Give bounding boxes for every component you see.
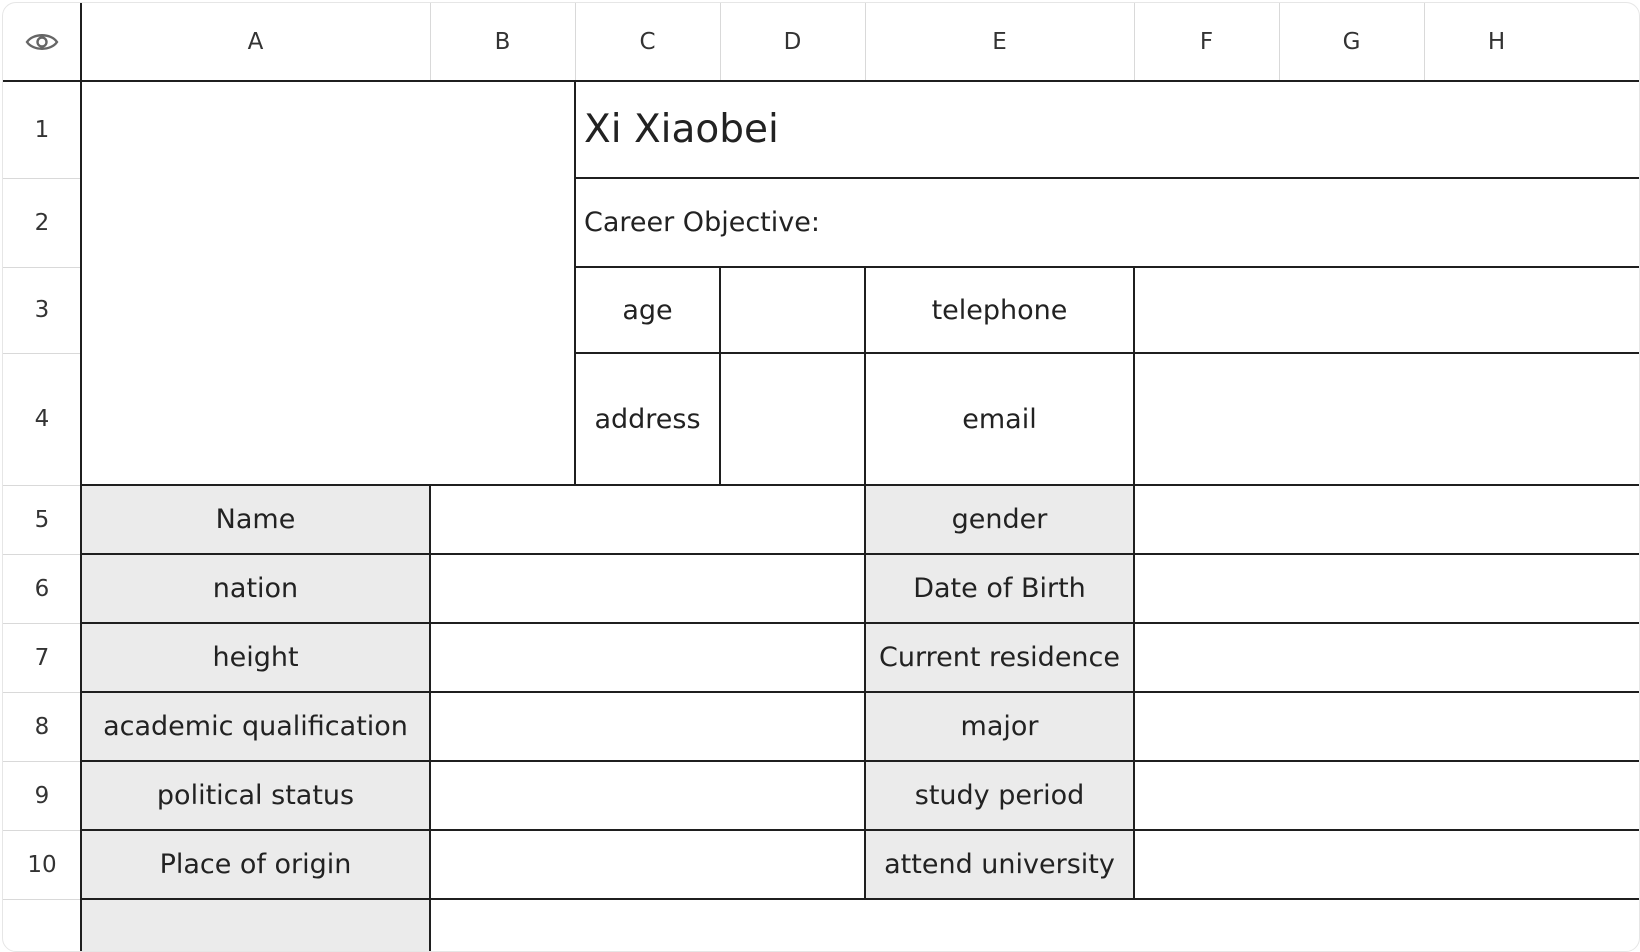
date-of-birth-label-cell[interactable]: Date of Birth: [865, 554, 1134, 623]
header-gridline: [3, 554, 81, 555]
political-status-label-cell[interactable]: political status: [81, 761, 430, 830]
name-label-cell[interactable]: Name: [81, 485, 430, 554]
address-label-cell[interactable]: address: [594, 403, 701, 435]
header-gridline: [3, 485, 81, 486]
column-header-g[interactable]: G: [1279, 3, 1424, 81]
header-gridline: [3, 761, 81, 762]
height-value-cell[interactable]: [430, 623, 865, 692]
header-gridline: [3, 830, 81, 831]
political-status-value-cell[interactable]: [430, 761, 865, 830]
grid-border: [575, 266, 1639, 268]
attend-university-label-cell[interactable]: attend university: [865, 830, 1134, 899]
academic-qualification-label-cell[interactable]: academic qualification: [81, 692, 430, 761]
row-header-3[interactable]: 3: [3, 267, 81, 353]
major-label-cell[interactable]: major: [865, 692, 1134, 761]
gender-label-cell[interactable]: gender: [865, 485, 1134, 554]
address-value-cell[interactable]: [720, 353, 865, 485]
visibility-toggle[interactable]: [3, 3, 81, 81]
header-gridline: [3, 178, 81, 179]
academic-qualification-value-cell[interactable]: [430, 692, 865, 761]
current-residence-value-cell[interactable]: [1134, 623, 1639, 692]
row-header-9[interactable]: 9: [3, 761, 81, 830]
row-header-1[interactable]: 1: [3, 81, 81, 178]
header-gridline: [720, 3, 721, 81]
header-gridline: [865, 3, 866, 81]
row-header-5[interactable]: 5: [3, 485, 81, 554]
column-header-b[interactable]: B: [430, 3, 575, 81]
grid-border: [3, 80, 1639, 82]
date-of-birth-value-cell[interactable]: [1134, 554, 1639, 623]
place-of-origin-label-cell[interactable]: Place of origin: [81, 830, 430, 899]
header-gridline: [3, 623, 81, 624]
header-gridline: [1134, 3, 1135, 81]
header-gridline: [3, 353, 81, 354]
name-value-cell[interactable]: [430, 485, 865, 554]
nation-value-cell[interactable]: [430, 554, 865, 623]
grid-border: [81, 898, 1639, 900]
column-header-a[interactable]: A: [81, 3, 430, 81]
email-value-cell[interactable]: [1134, 353, 1639, 485]
header-gridline: [3, 899, 81, 900]
photo-area-cell[interactable]: [81, 81, 575, 485]
row-header-6[interactable]: 6: [3, 554, 81, 623]
attend-university-value-cell[interactable]: [1134, 830, 1639, 899]
row-header-2[interactable]: 2: [3, 178, 81, 267]
telephone-label-cell[interactable]: telephone: [931, 294, 1068, 326]
grid-border: [81, 484, 1639, 486]
height-label-cell[interactable]: height: [81, 623, 430, 692]
eye-icon: [25, 31, 59, 53]
email-label-cell[interactable]: email: [962, 403, 1037, 435]
age-label-cell[interactable]: age: [622, 294, 673, 326]
header-gridline: [430, 3, 431, 81]
grid-border: [81, 760, 1639, 762]
current-residence-label-cell[interactable]: Current residence: [865, 623, 1134, 692]
row-header-7[interactable]: 7: [3, 623, 81, 692]
grid-border: [574, 81, 576, 485]
grid-border: [81, 622, 1639, 624]
nation-label-cell[interactable]: nation: [81, 554, 430, 623]
grid-border: [575, 177, 1639, 179]
career-objective-cell[interactable]: Career Objective:: [584, 207, 820, 238]
header-gridline: [1424, 3, 1425, 81]
row-header-8[interactable]: 8: [3, 692, 81, 761]
grid-border: [81, 553, 1639, 555]
grid-border: [80, 3, 82, 951]
study-period-value-cell[interactable]: [1134, 761, 1639, 830]
row-header-10[interactable]: 10: [3, 830, 81, 899]
column-header-h[interactable]: H: [1424, 3, 1569, 81]
major-value-cell[interactable]: [1134, 692, 1639, 761]
grid-border: [864, 267, 866, 899]
grid-border: [1133, 267, 1135, 899]
header-gridline: [3, 267, 81, 268]
row-11-label-cell[interactable]: [81, 899, 430, 951]
telephone-value-cell[interactable]: [1134, 267, 1639, 353]
place-of-origin-value-cell[interactable]: [430, 830, 865, 899]
header-gridline: [3, 692, 81, 693]
header-gridline: [575, 3, 576, 81]
column-header-c[interactable]: C: [575, 3, 720, 81]
study-period-label-cell[interactable]: study period: [865, 761, 1134, 830]
age-value-cell[interactable]: [720, 267, 865, 353]
spreadsheet: [2, 2, 1640, 952]
grid-border: [81, 829, 1639, 831]
header-gridline: [1279, 3, 1280, 81]
row-header-4[interactable]: 4: [3, 353, 81, 485]
resume-title-cell[interactable]: Xi Xiaobei: [584, 107, 779, 152]
column-header-d[interactable]: D: [720, 3, 865, 81]
grid-border: [719, 267, 721, 485]
column-header-e[interactable]: E: [865, 3, 1134, 81]
gender-value-cell[interactable]: [1134, 485, 1639, 554]
column-header-f[interactable]: F: [1134, 3, 1279, 81]
grid-border: [81, 691, 1639, 693]
grid-border: [575, 352, 1639, 354]
